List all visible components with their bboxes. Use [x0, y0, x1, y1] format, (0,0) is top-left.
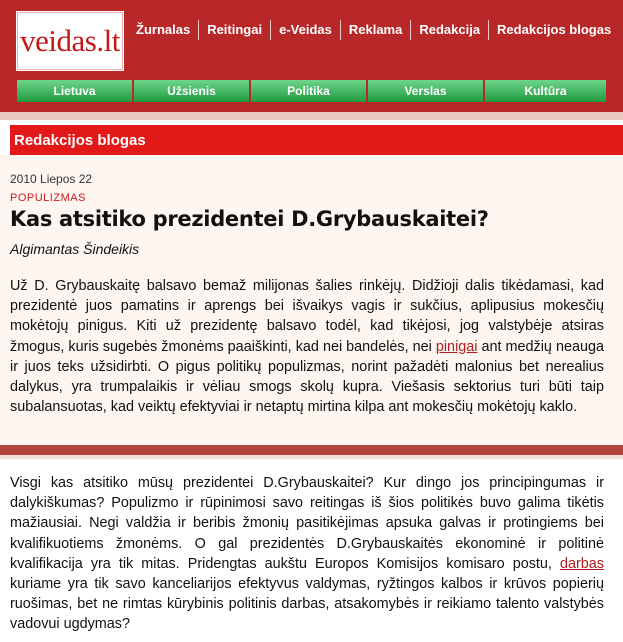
article-author: Algimantas Šindeikis	[10, 241, 140, 257]
nav-redakcijos-blogas[interactable]: Redakcijos blogas	[488, 20, 619, 40]
category-tab-uzsienis[interactable]: Užsienis	[134, 80, 249, 102]
article-title: Kas atsitiko prezidentei D.Grybauskaitei?	[10, 207, 489, 231]
nav-zurnalas[interactable]: Žurnalas	[136, 22, 191, 37]
article-header-block	[0, 155, 623, 445]
article-paragraph-2	[10, 473, 604, 635]
link-darbas[interactable]: darbas	[559, 555, 604, 572]
logo-text: veidas.lt	[20, 23, 120, 58]
article-tag[interactable]: POPULIZMAS	[10, 192, 86, 204]
category-tab-verslas[interactable]: Verslas	[368, 80, 483, 102]
content-divider	[0, 445, 623, 455]
site-logo[interactable]	[16, 11, 124, 71]
section-title-bar	[10, 125, 623, 155]
link-pinigai[interactable]: pinigai	[435, 338, 478, 355]
nav-e-veidas[interactable]: e-Veidas	[270, 20, 340, 40]
site-header	[0, 0, 623, 112]
top-navigation	[128, 20, 619, 40]
nav-reklama[interactable]: Reklama	[340, 20, 410, 40]
category-tab-politika[interactable]: Politika	[251, 80, 366, 102]
category-tab-kultura[interactable]: Kultūra	[485, 80, 606, 102]
category-tab-lietuva[interactable]: Lietuva	[17, 80, 132, 102]
nav-redakcija[interactable]: Redakcija	[410, 20, 488, 40]
article-date: 2010 Liepos 22	[10, 172, 93, 186]
paragraph-1-text-a: Už D. Grybauskaitę balsavo bemaž milijonas šalies rinkėjų. Didžioji dalis tikėdamasi, kad prezidentė juos pamatins ir aprengs bei išvaikys vagis ir sukčius, aplipusius mokesčių mokėtojų pinigus. Kiti už prezidentę balsavo todėl, kad tikėjosi, jog valstybėje atsiras žmogus, kuris sugebės žmonėms paaiškinti, kad nei bandelės, nei	[10, 278, 604, 355]
paragraph-1-text-b: ant medžių neauga ir juos teks užsidirbti. O pigus politikų populizmas, norint pažadėti malonius bet nerealius dalykus, yra trumpalaikis ir vėliau smogs skolų kupra. Viešasis sektorius turi būti taip subalansuotas, kad veiktų efektyviai ir netaptų mirtina kilpa ant mokesčių mokėtojų kaklo.	[10, 338, 604, 416]
category-bar	[17, 80, 623, 102]
content-divider-light	[0, 455, 623, 459]
article-paragraph-1	[10, 276, 604, 417]
section-title: Redakcijos blogas	[14, 131, 146, 149]
header-divider	[0, 112, 623, 120]
paragraph-2-text-b: kuriame yra tik savo kanceliarijos efektyvus valdymas, ryžtingos kalbos ir krūvos popierių ruošimas, bet ne rimtas kūrybinis politinis darbas, atsakomybės ir reikiamo talento valstybės vadovui ugdymas?	[10, 576, 604, 633]
nav-reitingai[interactable]: Reitingai	[198, 20, 270, 40]
paragraph-2-text-a: Visgi kas atsitiko mūsų prezidentei D.Grybauskaitei? Kur dingo jos principingumas ir dalykiškumas? Populizmo ir rūpinimosi savo reitingas iš šios politikės buvo galima tikėtis mažiausiai. Negi valdžia ir beribis žmonių pasitikėjimas apsuka galvas ir protingiems bei kvalifikuotiems žmonėms. O gal prezidentės D.Grybauskaitės ekonominė ir politinė kvalifikacija yra tik mitas. Pridengtas aukštu Europos Komisijos komisaro postu,	[10, 475, 604, 572]
